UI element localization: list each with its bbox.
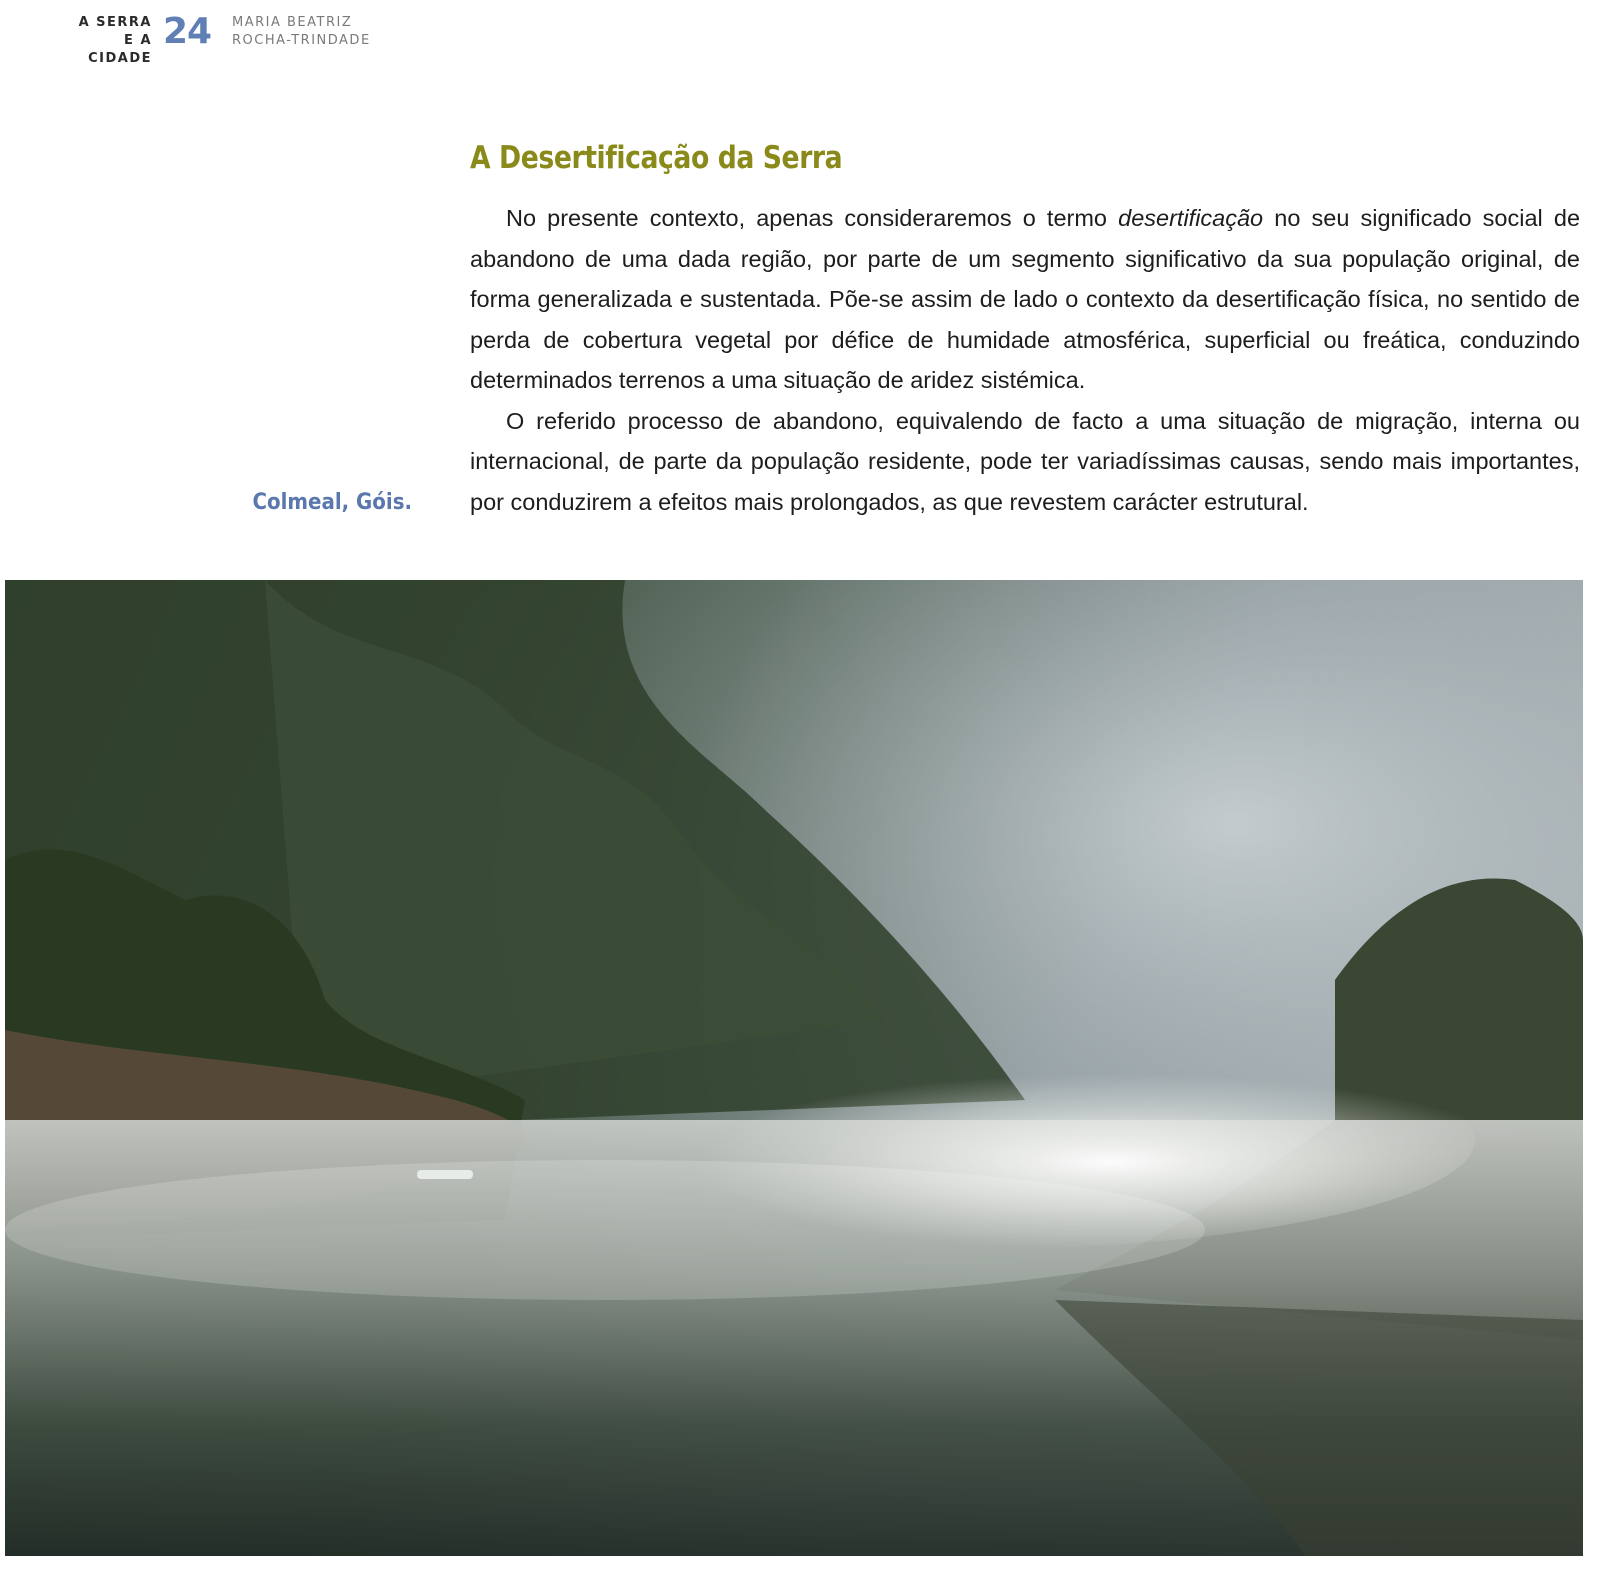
book-title [60,14,152,68]
author-line-1: MARIA BEATRIZ [232,15,353,30]
section-title: A Desertificação da Serra [470,140,843,176]
paragraph-1-start: No presente contexto, apenas consideraremos o termo [506,205,1119,231]
page-number: 24 [163,11,212,52]
book-title-line-2: E A CIDADE [88,33,152,66]
landscape-photo [5,580,1583,1556]
book-title-line-1: A SERRA [78,15,152,30]
misty-river-illustration [5,580,1583,1556]
author-line-2: ROCHA-TRINDADE [232,33,371,48]
italic-term: desertificação [1118,205,1264,231]
body-text [470,198,1580,522]
paragraph-1 [470,198,1580,401]
paragraph-1-rest: no seu significado social de abandono de uma dada região, por parte de um segmento significativo da sua população original, de forma generalizada e sustentada. Põe-se assim de lado o contexto da desertificação física, no sentido de perda de cobertura vegetal por défice de humidade atmosférica, superficial ou freática, conduzindo determinados terrenos a uma situação de aridez sistémica. [470,205,1581,393]
paragraph-2: O referido processo de abandono, equivalendo de facto a uma situação de migração, interna ou internacional, de parte da população residente, pode ter variadíssimas causas, sendo mais importantes, por conduzirem a efeitos mais prolongados, as que revestem carácter estrutural. [470,407,1580,515]
photo-caption: Colmeal, Góis. [252,490,412,515]
author-name [232,14,371,50]
